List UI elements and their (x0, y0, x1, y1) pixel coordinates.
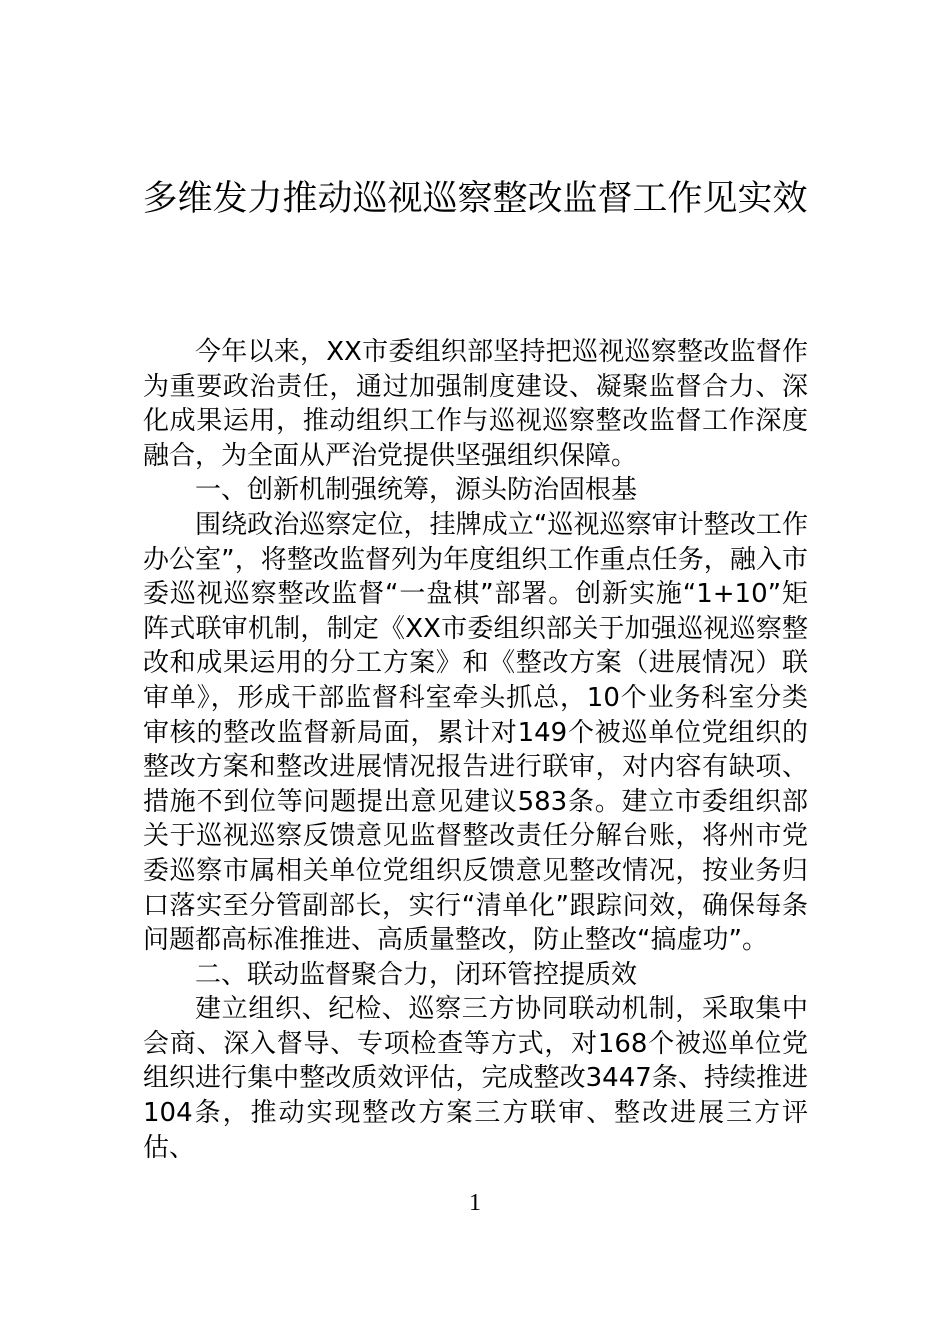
page-number: 1 (469, 1190, 481, 1216)
section-heading-1: 一、创新机制强统筹，源头防治固根基 (195, 475, 638, 506)
paragraph-section-2: 建立组织、纪检、巡察三方协同联动机制，采取集中会商、深入督导、专项检查等方式，对168个被巡单位党组织进行集中整改质效评估，完成整改3447条、持续推进104条，推动实现整改方案三方联审、整改进展三方评估、 (143, 994, 808, 1163)
paragraph-section-1: 围绕政治巡察定位，挂牌成立“巡视巡察审计整改工作办公室”，将整改监督列为年度组织工作重点任务，融入市委巡视巡察整改监督“一盘棋”部署。创新实施“1+10”矩阵式联审机制，制定《XX市委组织部关于加强巡视巡察整改和成果运用的分工方案》和《整改方案（进展情况）联审单》，形成干部监督科室牵头抓总，10个业务科室分类审核的整改监督新局面，累计对149个被巡单位党组织的整改方案和整改进展情况报告进行联审，对内容有缺项、措施不到位等问题提出意见建议583条。建立市委组织部关于巡视巡察反馈意见监督整改责任分解台账，将州市党委巡察市属相关单位党组织反馈意见整改情况，按业务归口落实至分管副部长，实行“清单化”跟踪问效，确保每条问题都高标准推进、高质量整改，防止整改“搞虚功”。 (143, 509, 808, 956)
section-heading-2: 二、联动监督聚合力，闭环管控提质效 (195, 959, 638, 990)
document-body (143, 335, 808, 1165)
paragraph-intro: 今年以来，XX市委组织部坚持把巡视巡察整改监督作为重要政治责任，通过加强制度建设、凝聚监督合力、深化成果运用，推动组织工作与巡视巡察整改监督工作深度融合，为全面从严治党提供坚强组织保障。 (143, 337, 808, 471)
document-title: 多维发力推动巡视巡察整改监督工作见实效 (142, 179, 808, 219)
